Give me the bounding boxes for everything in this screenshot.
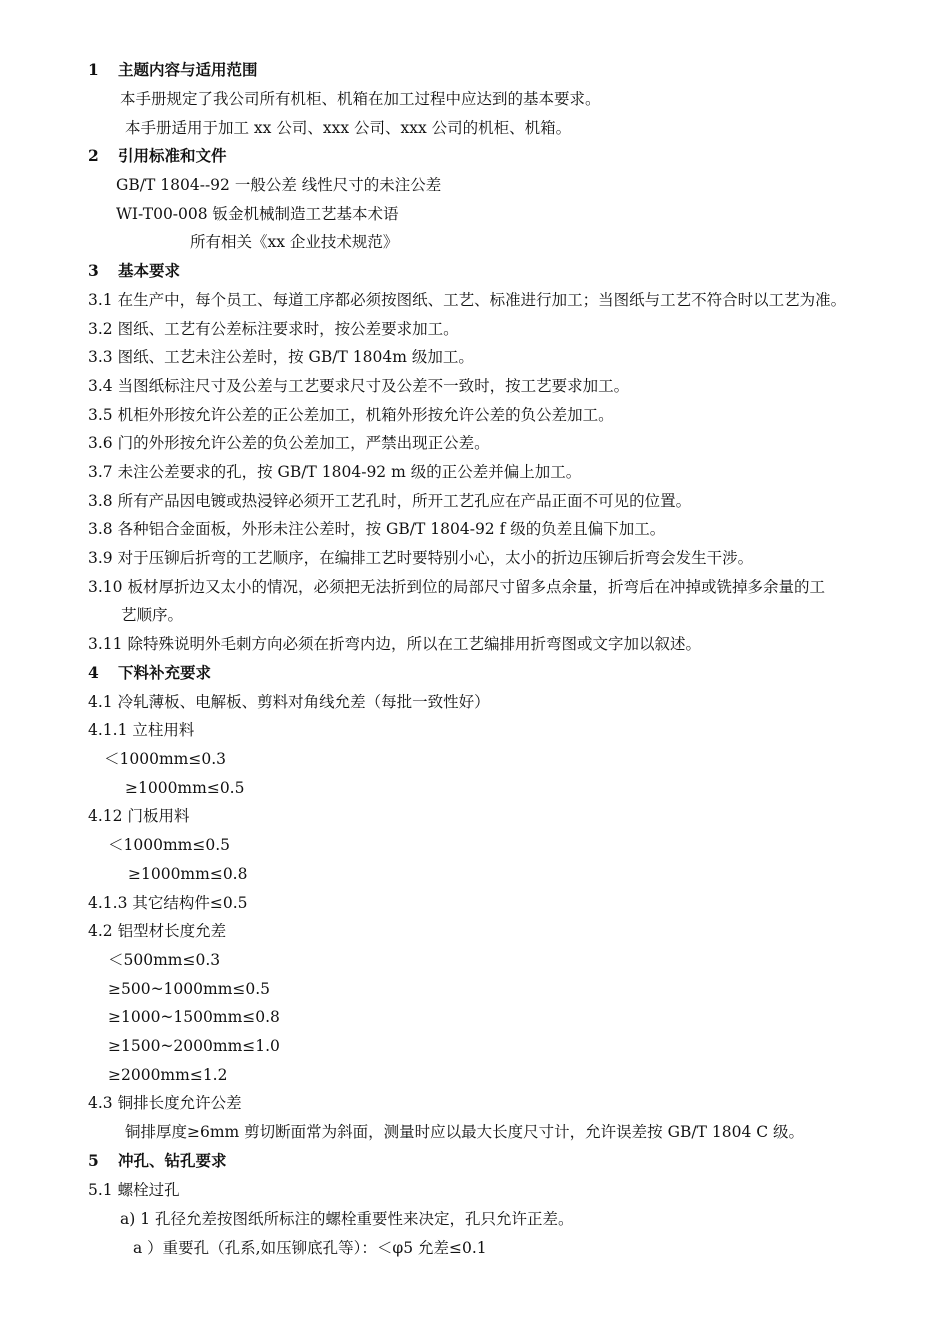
paragraph-line: 3.10 板材厚折边又太小的情况，必须把无法折到位的局部尺寸留多点余量，折弯后在冲掉或铣掉多余量的工 — [88, 578, 825, 596]
paragraph-line: 3.5 机柜外形按允许公差的正公差加工，机箱外形按允许公差的负公差加工。 — [88, 406, 614, 424]
paragraph-line: 4.2 铝型材长度允差 — [88, 922, 227, 940]
paragraph-line: 4.12 门板用料 — [88, 807, 190, 825]
paragraph-line: 本手册适用于加工 xx 公司、xxx 公司、xxx 公司的机柜、机箱。 — [125, 119, 572, 137]
section-number: 3 — [88, 261, 99, 280]
paragraph-line: 所有相关《xx 企业技术规范》 — [190, 233, 399, 251]
paragraph-line: ≥1000~1500mm≤0.8 — [108, 1008, 280, 1026]
paragraph-line: 4.1.3 其它结构件≤0.5 — [88, 894, 248, 912]
paragraph-line: 3.9 对于压铆后折弯的工艺顺序，在编排工艺时要特别小心，太小的折边压铆后折弯会发生干涉。 — [88, 549, 754, 567]
paragraph-line: ≥2000mm≤1.2 — [108, 1066, 228, 1084]
paragraph-line: 本手册规定了我公司所有机柜、机箱在加工过程中应达到的基本要求。 — [120, 90, 601, 108]
section-number: 2 — [88, 146, 99, 165]
paragraph-line: ≥1000mm≤0.5 — [125, 779, 245, 797]
paragraph-line: 3.11 除特殊说明外毛刺方向必须在折弯内边，所以在工艺编排用折弯图或文字加以叙述。 — [88, 635, 701, 653]
paragraph-line: 3.3 图纸、工艺未注公差时，按 GB/T 1804m 级加工。 — [88, 348, 474, 366]
paragraph-line: 铜排厚度≥6mm 剪切断面常为斜面，测量时应以最大长度尺寸计，允许误差按 GB/T 1804 C 级。 — [125, 1123, 805, 1141]
section-title: 下料补充要求 — [118, 663, 212, 682]
paragraph-line: 4.1 冷轧薄板、电解板、剪料对角线允差（每批一致性好） — [88, 693, 490, 711]
paragraph-line: 3.8 所有产品因电镀或热浸锌必须开工艺孔时，所开工艺孔应在产品正面不可见的位置。 — [88, 492, 692, 510]
paragraph-line: a ）重要孔（孔系,如压铆底孔等）：＜φ5 允差≤0.1 — [133, 1239, 487, 1257]
paragraph-line: 3.2 图纸、工艺有公差标注要求时，按公差要求加工。 — [88, 320, 459, 338]
paragraph-line: ＜1000mm≤0.3 — [104, 750, 226, 768]
paragraph-line: 4.1.1 立柱用料 — [88, 721, 195, 739]
section-number: 5 — [88, 1151, 99, 1170]
section-title: 引用标准和文件 — [118, 146, 227, 165]
paragraph-line: ＜500mm≤0.3 — [108, 951, 221, 969]
section-title: 主题内容与适用范围 — [118, 60, 258, 79]
paragraph-line: ≥1500~2000mm≤1.0 — [108, 1037, 280, 1055]
section-heading — [88, 146, 227, 166]
paragraph-line: 3.4 当图纸标注尺寸及公差与工艺要求尺寸及公差不一致时，按工艺要求加工。 — [88, 377, 630, 395]
paragraph-line: 4.3 铜排长度允许公差 — [88, 1094, 242, 1112]
paragraph-line: 3.6 门的外形按允许公差的负公差加工，严禁出现正公差。 — [88, 434, 490, 452]
section-heading — [88, 1151, 227, 1171]
section-heading — [88, 261, 180, 281]
paragraph-line: 3.8 各种铝合金面板，外形未注公差时，按 GB/T 1804-92 f 级的负差且偏下加工。 — [88, 520, 666, 538]
paragraph-line: GB/T 1804--92 一般公差 线性尺寸的未注公差 — [116, 176, 442, 194]
section-title: 冲孔、钻孔要求 — [118, 1151, 227, 1170]
paragraph-line: 3.7 未注公差要求的孔，按 GB/T 1804-92 m 级的正公差并偏上加工。 — [88, 463, 582, 481]
paragraph-line: 艺顺序。 — [121, 606, 184, 624]
paragraph-line: a) 1 孔径允差按图纸所标注的螺栓重要性来决定，孔只允许正差。 — [120, 1210, 574, 1228]
paragraph-line: 5.1 螺栓过孔 — [88, 1181, 180, 1199]
paragraph-line: 3.1 在生产中，每个员工、每道工序都必须按图纸、工艺、标准进行加工；当图纸与工艺不符合时以工艺为准。 — [88, 291, 847, 309]
paragraph-line: ≥500~1000mm≤0.5 — [108, 980, 271, 998]
paragraph-line: WI-T00-008 钣金机械制造工艺基本术语 — [116, 205, 399, 223]
section-number: 4 — [88, 663, 99, 682]
paragraph-line: ≥1000mm≤0.8 — [128, 865, 248, 883]
section-heading — [88, 663, 211, 683]
section-title: 基本要求 — [118, 261, 181, 280]
section-number: 1 — [88, 60, 99, 79]
section-heading — [88, 60, 258, 80]
paragraph-line: ＜1000mm≤0.5 — [108, 836, 230, 854]
